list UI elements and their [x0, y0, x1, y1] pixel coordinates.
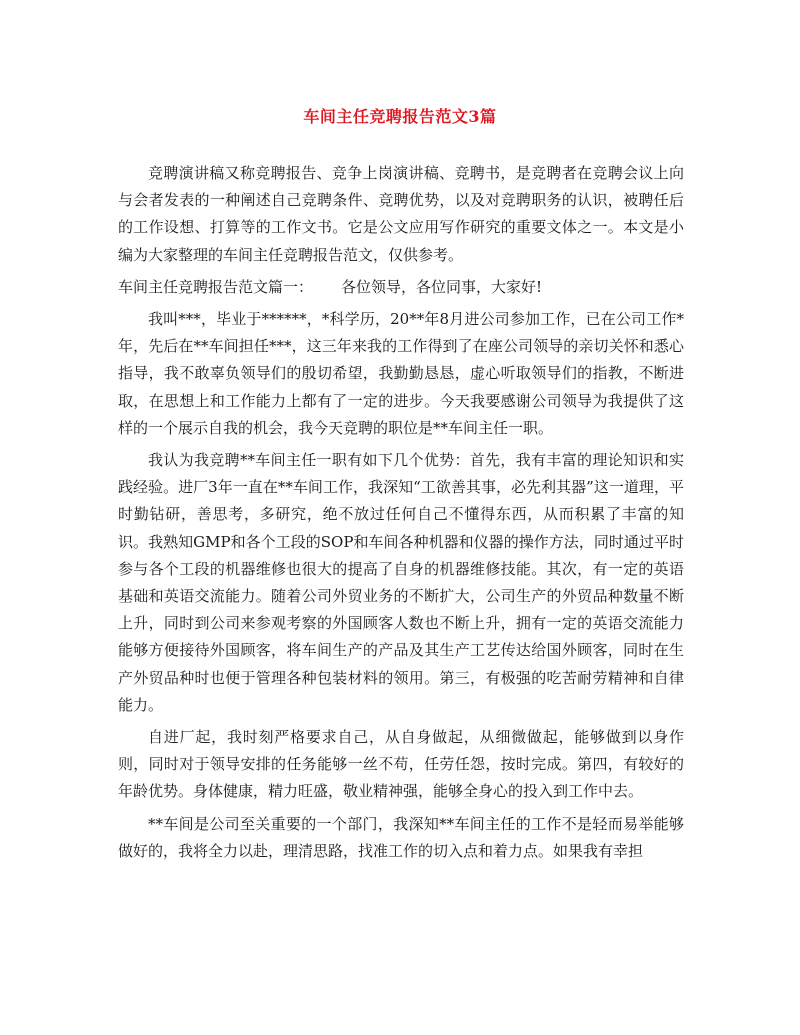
greeting: 各位领导，各位同事，大家好!: [341, 277, 543, 296]
body-paragraph-3: 自进厂起，我时刻严格要求自己，从自身做起，从细微做起，能够做到以身作则，同时对于领导安排的任务能够一丝不苟，任劳任怨，按时完成。第四，有较好的年龄优势。身体健康，精力旺盛，敬业精神强，能够全身心的投入到工作中去。: [118, 728, 684, 801]
body-paragraph-4: **车间是公司至关重要的一个部门，我深知**车间主任的工作不是轻而易举能够做好的，我将全力以赴，理清思路，找准工作的切入点和着力点。如果我有幸担: [118, 814, 684, 860]
body-paragraph-2: 我认为我竞聘**车间主任一职有如下几个优势：首先，我有丰富的理论知识和实践经验。进厂3年一直在**车间工作，我深知“工欲善其事，必先利其器”这一道理，平时勤钻研，善思考，多研究，绝不放过任何自己不懂得东西，从而积累了丰富的知识。我熟知GMP和各个工段的SOP和车间各种机器和仪器的操作方法，同时通过平时参与各个工段的机器维修也很大的提高了自身的机器维修技能。其次，有一定的英语基础和英语交流能力。随着公司外贸业务的不断扩大，公司生产的外贸品种数量不断上升，同时到公司来参观考察的外国顾客人数也不断上升，拥有一定的英语交流能力能够方便接待外国顾客，将车间生产的产品及其生产工艺传达给国外顾客，同时在生产外贸品种时也便于管理各种包装材料的领用。第三，有极强的吃苦耐劳精神和自律能力。: [118, 451, 684, 714]
body-paragraph-1: 我叫***，毕业于******，*科学历，20**年8月进公司参加工作，已在公司工作*年，先后在**车间担任***，这三年来我的工作得到了在座公司领导的亲切关怀和悉心指导，我不敢辜负领导们的殷切希望，我勤勤恳恳，虚心听取领导们的指教，不断进取，在思想上和工作能力上都有了一定的进步。今天我要感谢公司领导为我提供了这样的一个展示自我的机会，我今天竞聘的职位是**车间主任一职。: [118, 310, 684, 437]
intro-paragraph: 竞聘演讲稿又称竞聘报告、竞争上岗演讲稿、竞聘书，是竞聘者在竞聘会议上向与会者发表的一种阐述自己竞聘条件、竞聘优势，以及对竞聘职务的认识，被聘任后的工作设想、打算等的工作文书。它是公文应用写作研究的重要文体之一。本文是小编为大家整理的车间主任竞聘报告范文，仅供参考。: [118, 164, 684, 264]
document-title: 车间主任竞聘报告范文3篇: [303, 107, 497, 126]
section-heading-line: [118, 274, 684, 301]
document-body: [118, 160, 684, 870]
section-heading: 车间主任竞聘报告范文篇一：: [118, 277, 314, 296]
